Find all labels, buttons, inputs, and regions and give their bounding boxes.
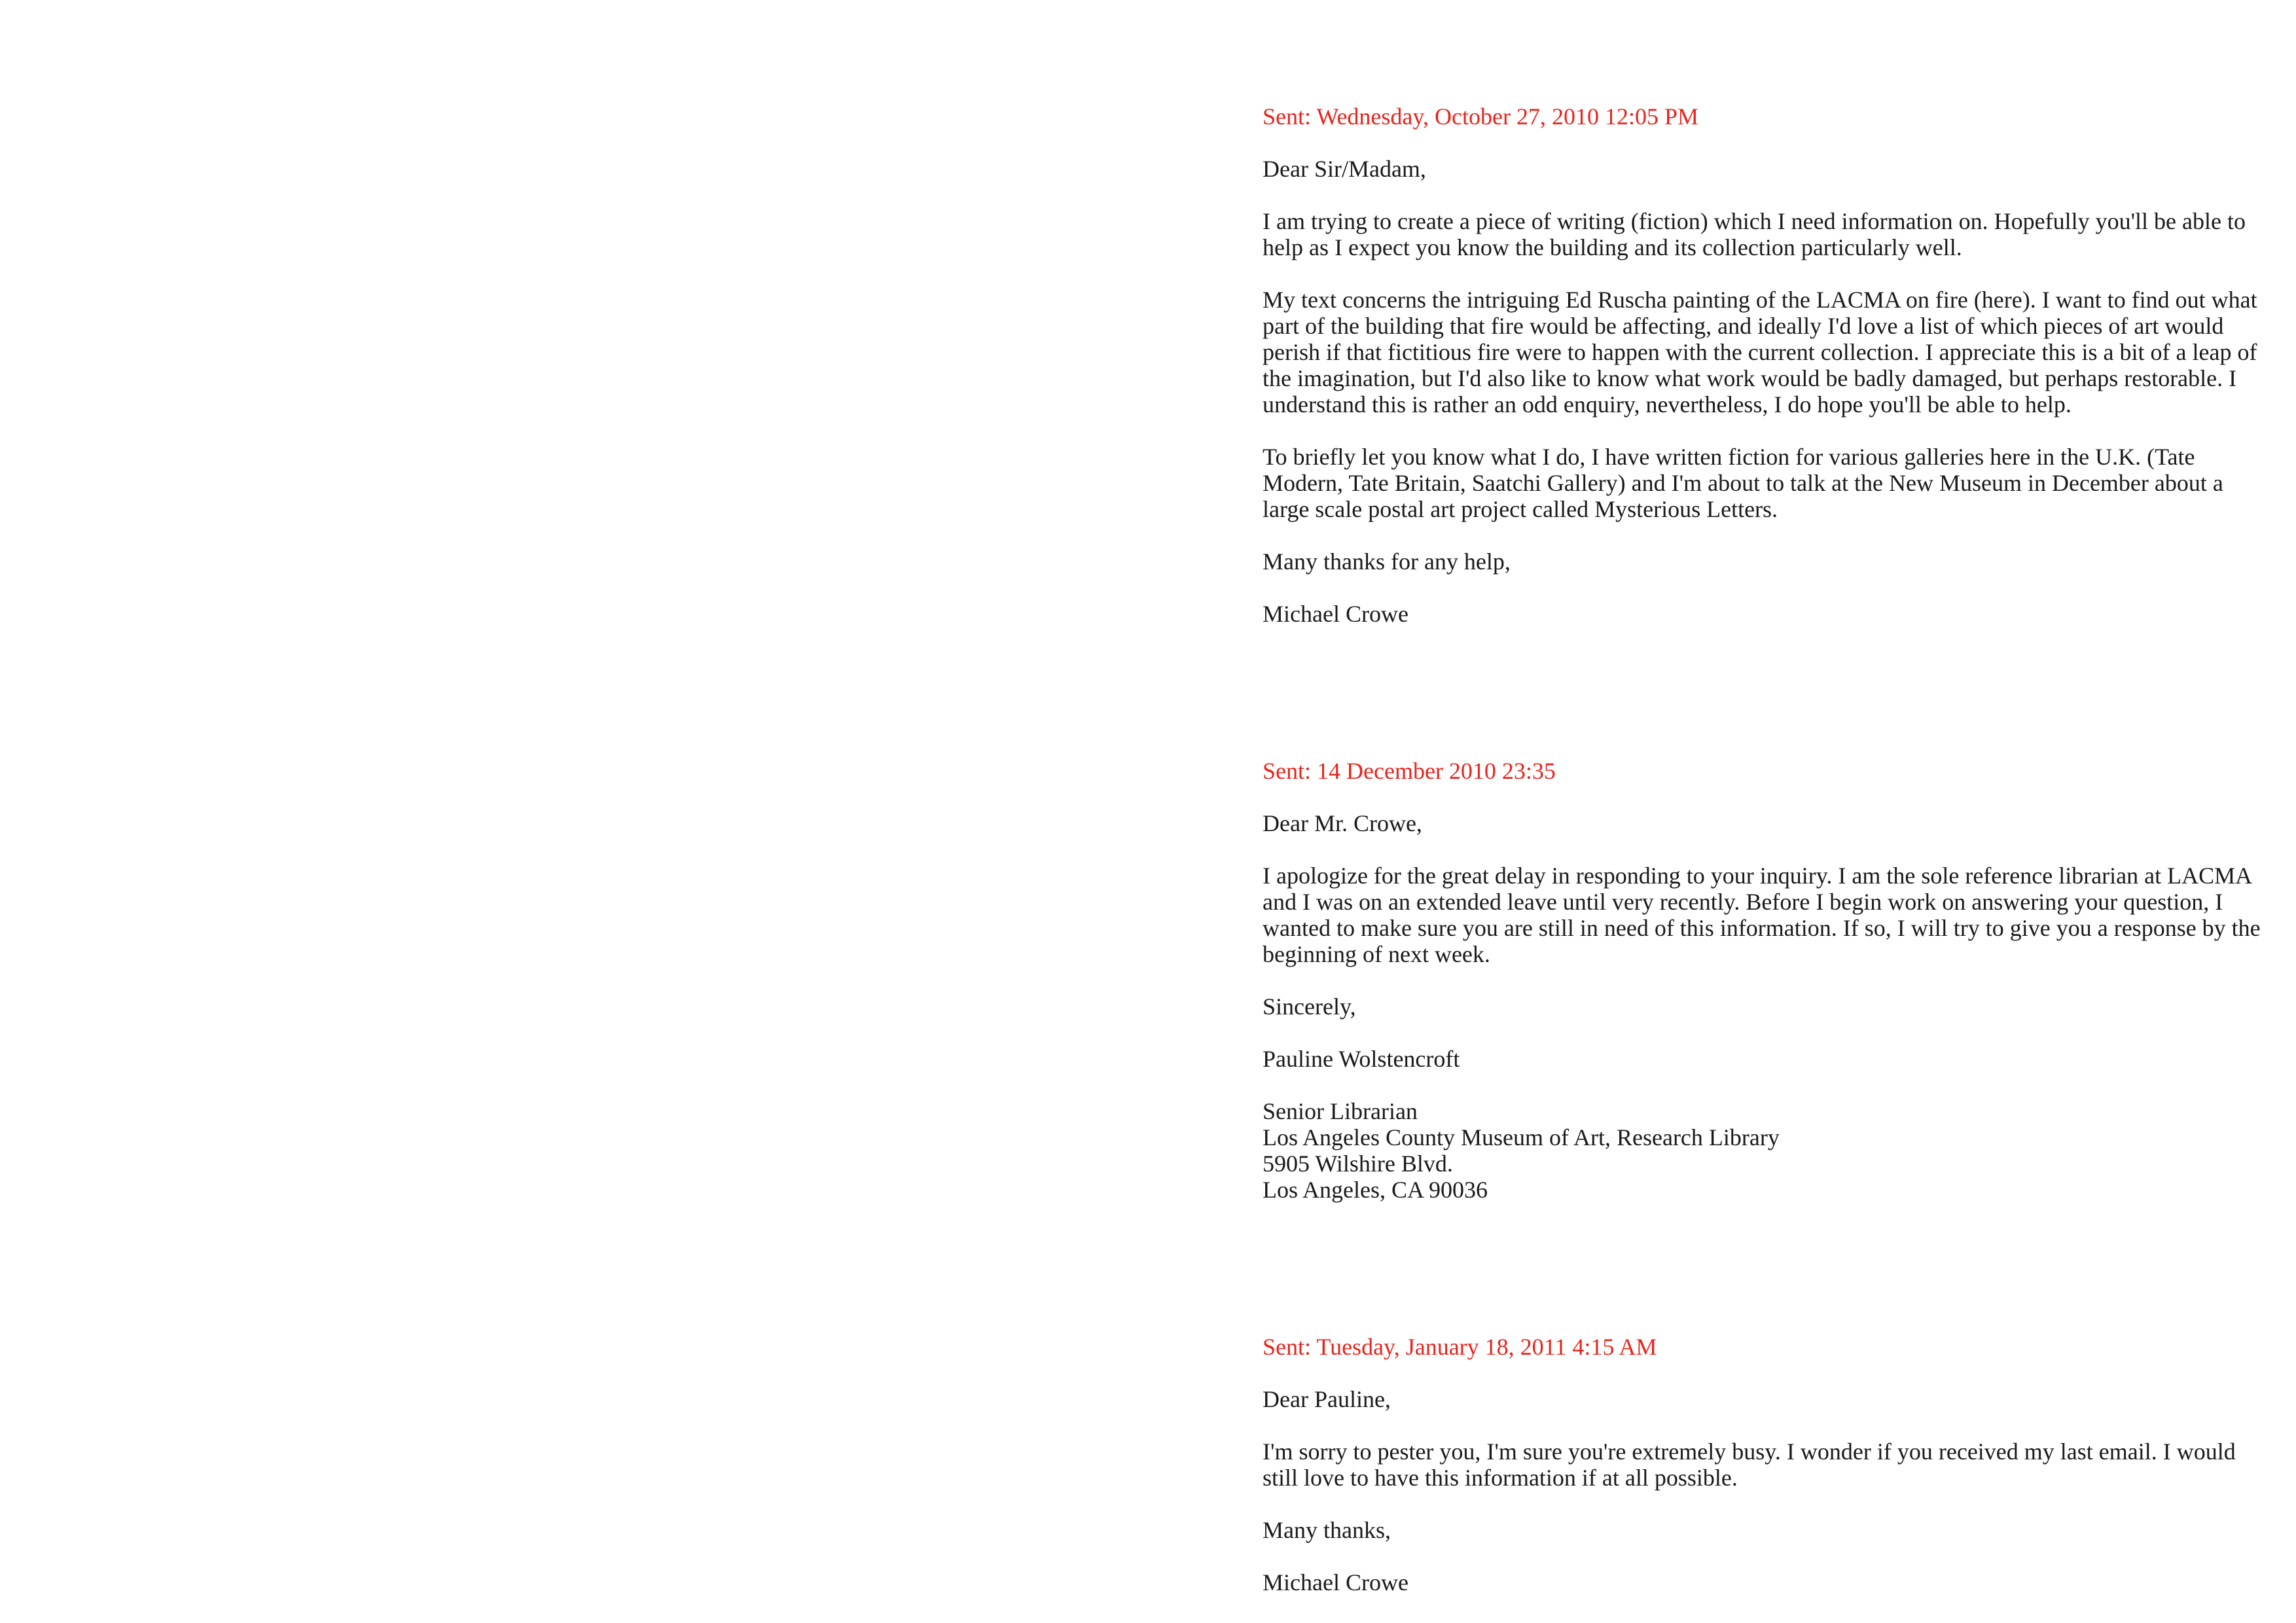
sent-timestamp: Sent: Tuesday, January 18, 2011 4:15 AM <box>1263 1334 1657 1360</box>
email-message <box>1263 1334 2270 1596</box>
email-paragraph: To briefly let you know what I do, I have written fiction for various galleries here in the U.K. (Tate Modern, Tate Britain, Saatchi Gallery) and I'm about to talk at the New Museum in December about a large scale postal art project called Mysterious Letters. <box>1263 444 2223 522</box>
email-signature: Michael Crowe <box>1263 601 1408 627</box>
email-greeting: Dear Mr. Crowe, <box>1263 810 1422 836</box>
email-signature: Pauline Wolstencroft <box>1263 1046 1460 1072</box>
signature-title: Senior Librarian <box>1263 1098 1418 1124</box>
email-signature: Michael Crowe <box>1263 1569 1408 1596</box>
email-closing: Many thanks for any help, <box>1263 548 1511 575</box>
sent-timestamp: Sent: 14 December 2010 23:35 <box>1263 758 1556 784</box>
email-paragraph: I'm sorry to pester you, I'm sure you're extremely busy. I wonder if you received my last email. I would still love to have this information if at all possible. <box>1263 1438 2236 1491</box>
signature-street-address: 5905 Wilshire Blvd. <box>1263 1150 1453 1177</box>
email-thread <box>1263 103 2270 1596</box>
email-paragraph: I am trying to create a piece of writing (fiction) which I need information on. Hopefully you'll be able to help as I expect you know the building and its collection particularly well. <box>1263 208 2246 260</box>
signature-city-address: Los Angeles, CA 90036 <box>1263 1177 1488 1203</box>
email-message <box>1263 103 2270 627</box>
email-paragraph: My text concerns the intriguing Ed Ruscha painting of the LACMA on fire (here). I want to find out what part of the building that fire would be affecting, and ideally I'd love a list of which pieces of art would perish if that fictitious fire were to happen with the current collection. I appreciate this is a bit of a leap of the imagination, but I'd also like to know what work would be badly damaged, but perhaps restorable. I understand this is rather an odd enquiry, nevertheless, I do hope you'll be able to help. <box>1263 287 2257 418</box>
email-greeting: Dear Pauline, <box>1263 1386 1391 1412</box>
sent-timestamp: Sent: Wednesday, October 27, 2010 12:05 PM <box>1263 103 1699 130</box>
email-closing: Many thanks, <box>1263 1517 1391 1543</box>
signature-details <box>1263 1098 2270 1203</box>
email-greeting: Dear Sir/Madam, <box>1263 156 1426 182</box>
signature-organization: Los Angeles County Museum of Art, Research Library <box>1263 1124 1780 1150</box>
email-paragraph: I apologize for the great delay in responding to your inquiry. I am the sole reference librarian at LACMA and I was on an extended leave until very recently. Before I begin work on answering your question, I wanted to make sure you are still in need of this information. If so, I will try to give you a response by the beginning of next week. <box>1263 863 2261 967</box>
email-closing: Sincerely, <box>1263 993 1356 1020</box>
email-message <box>1263 758 2270 1203</box>
